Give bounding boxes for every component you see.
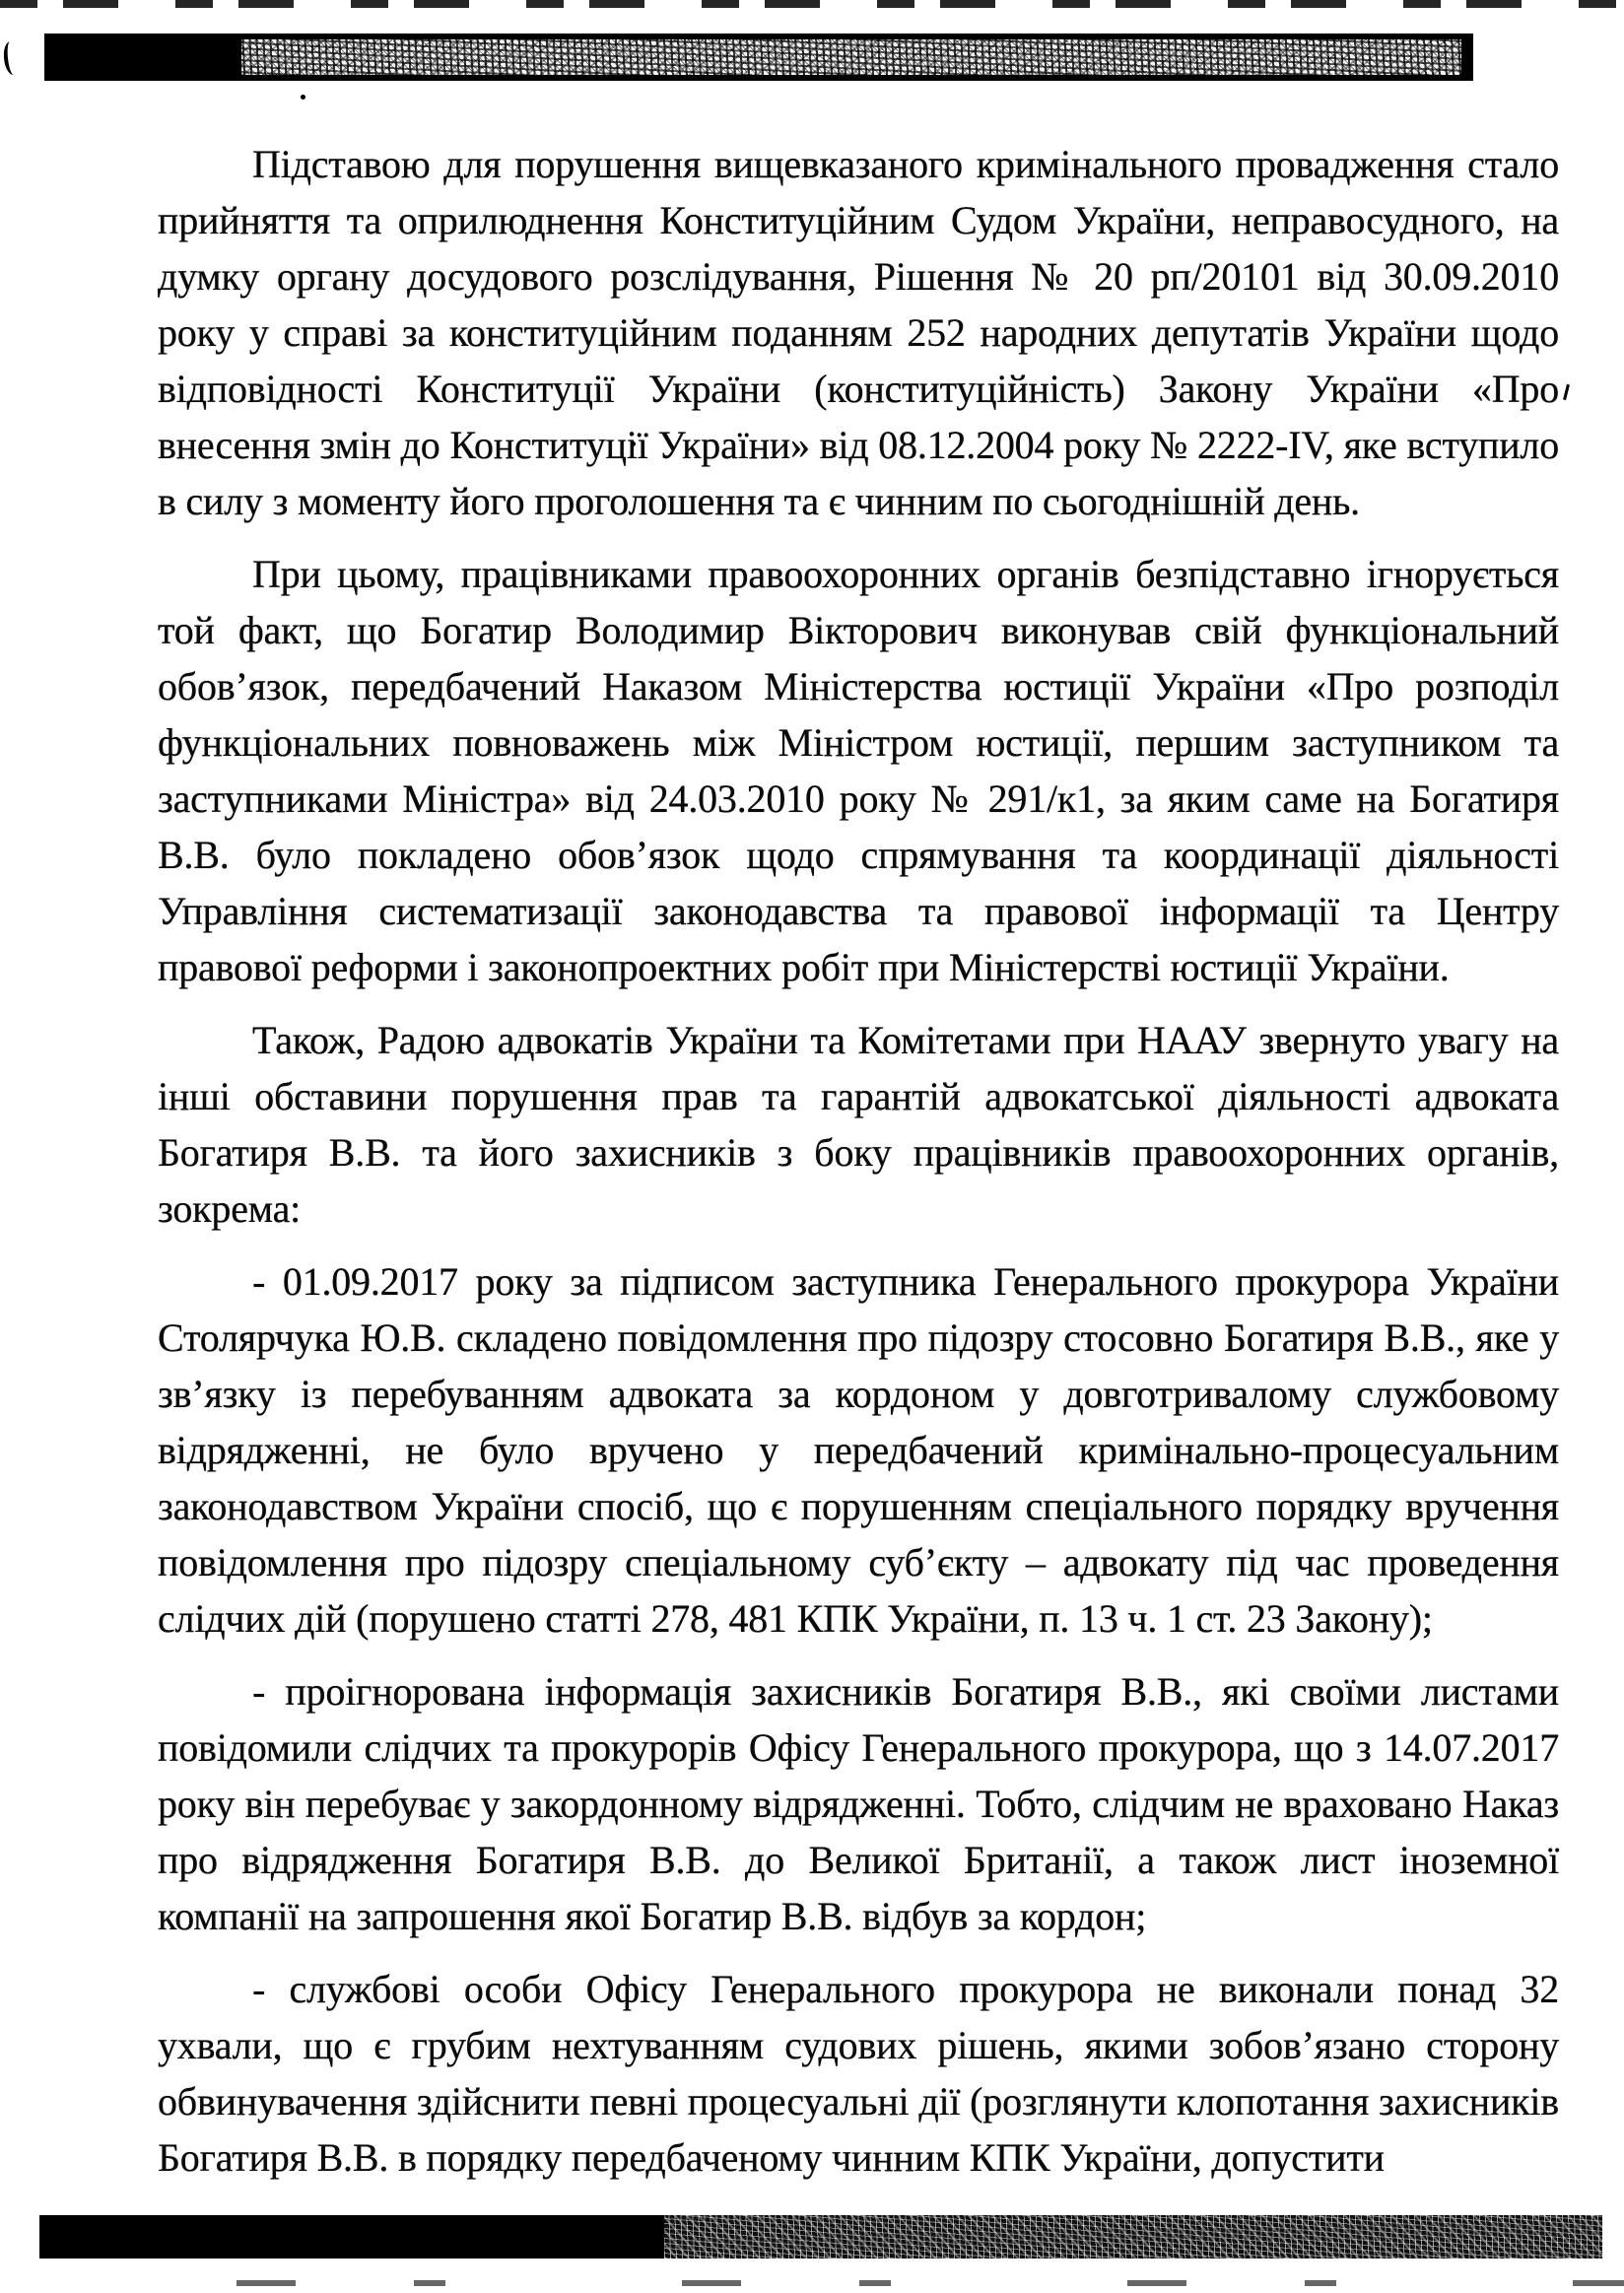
scan-artifact-dot [301, 95, 305, 100]
scan-noise-bottom-edge [0, 2280, 1624, 2286]
scan-noise-top-edge [0, 0, 1624, 8]
scan-artifact-top-band-solid-block [44, 34, 241, 81]
paragraph-bullet-unexecuted-rulings: - службові особи Офісу Генерального прокурора не виконали понад 32 ухвали, що є грубим нехтуванням судових рішень, якими зобов’язано сторону обвинувачення здійснити певні процесуальні дії (розглянути клопотання захисників Богатиря В.В. в порядку передбаченому чинним КПК України, допустити [158, 1967, 1559, 2180]
scan-artifact-tick [1563, 384, 1570, 400]
paragraph-grounds-for-proceeding: Підставою для порушення вищевказаного кримінального провадження стало прийняття та оприлюднення Конституційним Судом України, неправосудного, на думку органу досудового розслідування, Рішення № 20 рп/20101 від 30.09.2010 року у справі за конституційним поданням 252 народних депутатів України щодо відповідності Конституції України (конституційність) Закону України «Про внесення змін до Конституції України» від 08.12.2004 року № 2222-IV, яке вступило в силу з моменту його проголошення та є чинним по сьогоднішній день. [158, 142, 1559, 523]
paragraph-bullet-ignored-information: - проігнорована інформація захисників Богатиря В.В., які своїми листами повідомили слідчих та прокурорів Офісу Генерального прокурора, що з 14.07.2017 року він перебуває у закордонному відрядженні. Тобто, слідчим не враховано Наказ про відрядження Богатиря В.В. до Великої Британії, а також лист іноземної компанії на запрошення якої Богатир В.В. відбув за кордон; [158, 1669, 1559, 1938]
paragraph-functional-duty: При цьому, працівниками правоохоронних органів безпідставно ігнорується той факт, що Богатир Володимир Вікторович виконував свій функціональний обов’язок, передбачений Наказом Міністерства юстиції України «Про розподіл функціональних повноважень між Міністром юстиції, першим заступником та заступниками Міністра» від 24.03.2010 року № 291/к1, за яким саме на Богатиря В.В. було покладено обов’язок щодо спрямування та координації діяльності Управління систематизації законодавства та правової інформації та Центру правової реформи і законопроектних робіт при Міністерстві юстиції України. [158, 552, 1559, 989]
scan-artifact-top-band [44, 34, 1473, 81]
paragraph-bar-council-attention: Також, Радою адвокатів України та Комітетами при НААУ звернуто увагу на інші обставини порушення прав та гарантій адвокатської діяльності адвоката Богатиря В.В. та його захисників з боку працівників правоохоронних органів, зокрема: [158, 1018, 1559, 1231]
scan-artifact-paren-mark [2, 40, 21, 75]
scan-artifact-bottom-band [39, 2215, 1602, 2259]
scan-artifact-bottom-band-noise [664, 2215, 1602, 2259]
document-text-block [158, 136, 1559, 2202]
paragraph-bullet-suspicion-notice: - 01.09.2017 року за підписом заступника Генерального прокурора України Столярчука Ю.В. складено повідомлення про підозру стосовно Богатиря В.В., яке у зв’язку із перебуванням адвоката за кордоном у довготривалому службовому відрядженні, не було вручено у передбачений кримінально-процесуальним законодавством України спосіб, що є порушенням спеціального порядку вручення повідомлення про підозру спеціальному суб’єкту – адвокату під час проведення слідчих дій (порушено статті 278, 481 КПК України, п. 13 ч. 1 ст. 23 Закону); [158, 1259, 1559, 1641]
